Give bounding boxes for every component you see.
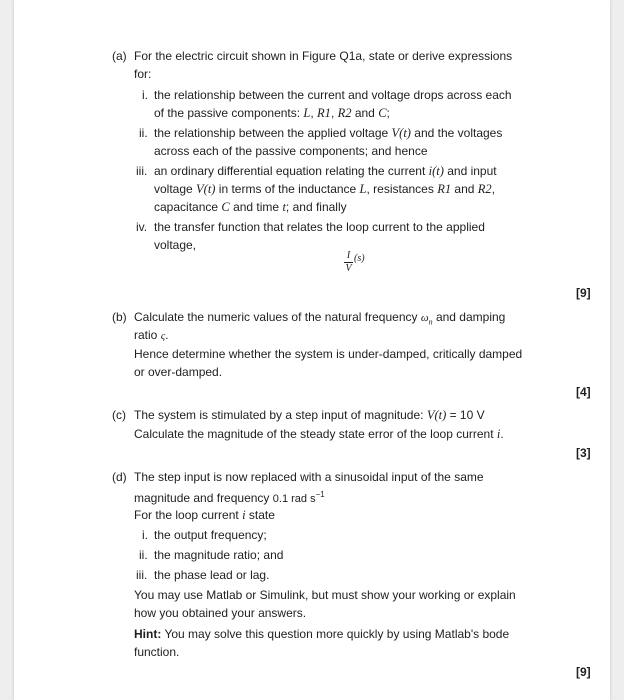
part-c-marks: [3] — [576, 446, 591, 460]
part-a-intro: For the electric circuit shown in Figure Q1a, state or derive expressions — [134, 49, 513, 63]
transfer-function-expression — [344, 251, 365, 274]
part-d-item-text: the magnitude ratio; and — [154, 548, 284, 562]
part-a-marks: [9] — [576, 286, 591, 300]
part-d-note: You may use Matlab or Simulink, but must show your working or explain — [134, 588, 516, 602]
part-d-item-number: iii. — [136, 568, 148, 582]
part-d-text-cont: magnitude and frequency 0.1 rad $s^{-1}$ — [134, 490, 325, 505]
item-ii-text: the relationship between the applied voltage V(t) and the voltages — [154, 126, 503, 140]
item-ii-number: ii. — [139, 126, 148, 140]
question-page — [14, 0, 610, 700]
fraction-numerator: I — [346, 250, 351, 261]
part-d-marks: [9] — [576, 665, 591, 679]
part-b-text: Calculate the numeric values of the natural frequency $\omega_n$ and damping — [134, 310, 506, 327]
part-d-hint-cont: function. — [134, 645, 180, 659]
part-c-text-cont: Calculate the magnitude of the steady state error of the loop current i. — [134, 427, 504, 441]
part-d-loop-current: For the loop current i state — [134, 508, 275, 522]
part-c-text: The system is stimulated by a step input of magnitude: V(t) = 10 V — [134, 408, 485, 422]
part-b-label: (b) — [112, 310, 127, 324]
item-iii-text: an ordinary differential equation relating the current i(t) and input — [154, 164, 497, 178]
part-b-text-end: or over-damped. — [134, 365, 223, 379]
item-iv-text-cont: voltage, — [154, 238, 197, 252]
fraction-denominator: V — [345, 263, 352, 274]
part-d-item-number: i. — [142, 528, 148, 542]
part-b-text-cont: ratio ς. — [134, 328, 169, 342]
part-d-hint: Hint: You may solve this question more quickly by using Matlab's bode — [134, 627, 510, 641]
item-ii-text-cont: across each of the passive components; and hence — [154, 144, 428, 158]
part-c-label: (c) — [112, 408, 126, 422]
item-i-number: i. — [142, 88, 148, 102]
part-d-item-number: ii. — [139, 548, 148, 562]
part-d-text: The step input is now replaced with a sinusoidal input of the same — [134, 470, 484, 484]
item-iii-number: iii. — [136, 164, 148, 178]
item-iv-number: iv. — [136, 220, 148, 234]
part-d-note-cont: how you obtained your answers. — [134, 606, 307, 620]
part-d-item-text: the phase lead or lag. — [154, 568, 270, 582]
item-i-text-cont: of the passive components: L, R1, R2 and C; — [154, 106, 390, 120]
part-b-text-hence: Hence determine whether the system is under-damped, critically damped — [134, 347, 523, 361]
part-d-item-text: the output frequency; — [154, 528, 267, 542]
fraction-argument: (s) — [354, 253, 365, 264]
item-iii-text-cont: voltage V(t) in terms of the inductance L, resistances R1 and R2, — [154, 182, 496, 196]
part-b-marks: [4] — [576, 385, 591, 399]
part-a-label: (a) — [112, 49, 127, 63]
item-iv-text: the transfer function that relates the loop current to the applied — [154, 220, 485, 234]
item-i-text: the relationship between the current and voltage drops across each — [154, 88, 512, 102]
part-d-label: (d) — [112, 470, 127, 484]
part-a-intro-cont: for: — [134, 67, 152, 81]
hint-label: Hint: — [134, 627, 162, 641]
item-iii-text-end: capacitance C and time t; and finally — [154, 200, 347, 214]
